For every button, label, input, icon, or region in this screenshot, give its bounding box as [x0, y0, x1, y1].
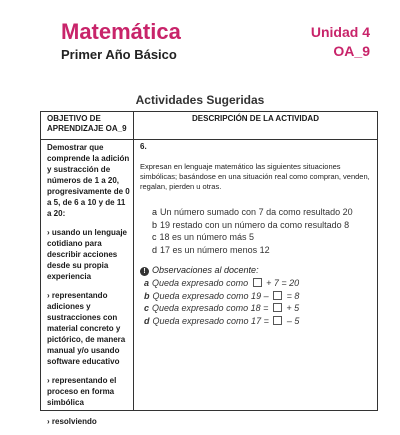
- item-letter: c: [152, 232, 157, 242]
- activity-number: 6.: [140, 142, 147, 151]
- objective-bullet: › resolviendo: [47, 417, 97, 426]
- objective-cell: [47, 142, 131, 435]
- item-text: 18 es un número más 5: [159, 232, 255, 242]
- obs-pre: Queda expresado como: [152, 278, 251, 288]
- activity-item: [152, 231, 375, 244]
- blank-box: [273, 316, 282, 325]
- column-divider: [133, 112, 134, 410]
- blank-box: [273, 291, 282, 300]
- col2-header: DESCRIPCIÓN DE LA ACTIVIDAD: [192, 114, 319, 123]
- obs-letter: c: [144, 303, 150, 313]
- item-text: 17 es un número menos 12: [160, 244, 270, 255]
- col1-header: OBJETIVO DE APRENDIZAJE OA_9: [47, 114, 127, 133]
- item-text: 19 restado con un número da como resultado 8: [160, 219, 350, 230]
- obs-letter: b: [144, 290, 150, 301]
- obs-pre: Queda expresado como 17 =: [152, 315, 272, 326]
- item-letter: d: [152, 244, 158, 255]
- blank-box: [253, 278, 262, 287]
- oa-label: OA_9: [333, 43, 370, 59]
- obs-letter: d: [144, 315, 150, 326]
- activity-items: [140, 206, 375, 256]
- item-letter: a: [152, 207, 158, 217]
- observation-item: [144, 290, 375, 303]
- grade-label: Primer Año Básico: [61, 47, 177, 62]
- observations-list: [140, 277, 375, 327]
- activity-table: [40, 111, 378, 426]
- obs-pre: Queda expresado como 19 –: [152, 290, 272, 301]
- observation-item: [144, 315, 375, 328]
- activity-description: Expresan en lenguaje matemático las siguientes situaciones simbólicas; basándose en una situación real como compran, venden, regalan, pierden u otras.: [140, 162, 370, 191]
- obs-post: + 7 = 20: [263, 278, 300, 288]
- obs-post: – 5: [284, 315, 300, 326]
- subject-title: Matemática: [61, 19, 181, 44]
- observations-title-text: Observaciones al docente:: [152, 265, 259, 275]
- activity-item: [152, 219, 375, 232]
- section-title: Actividades Sugeridas: [135, 93, 265, 107]
- activity-item: [152, 206, 375, 219]
- obs-pre: Queda expresado como 18 =: [152, 303, 271, 313]
- observation-item: [144, 277, 375, 290]
- objective-bullet: › representando el proceso en forma simbólica: [47, 376, 117, 407]
- item-text: Un número sumado con 7 da como resultado 20: [160, 207, 353, 217]
- header-row-divider: [41, 139, 377, 140]
- obs-post: + 5: [283, 303, 300, 313]
- objective-main: Demostrar que comprende la adición y sustracción de números de 1 a 20, progresivamente de 0 a 5, de 6 a 10 y de 11 a 20:: [47, 143, 130, 218]
- info-icon: !: [140, 267, 149, 276]
- item-letter: b: [152, 219, 158, 230]
- header-right: [311, 24, 370, 60]
- header-left: [61, 20, 181, 62]
- objective-bullet: › usando un lenguaje cotidiano para describir acciones desde su propia experiencia: [47, 228, 128, 281]
- observations-title: [140, 264, 375, 276]
- unit-label: Unidad 4: [310, 24, 370, 40]
- activity-item: [152, 244, 375, 257]
- objective-bullet: › representando adiciones y sustracciones con material concreto y pictórico, de manera manual y/o usando software educativo: [47, 291, 126, 366]
- obs-post: = 8: [284, 290, 300, 301]
- obs-letter: a: [144, 278, 150, 288]
- blank-box: [273, 303, 282, 312]
- activity-cell: [140, 142, 375, 327]
- observation-item: [144, 302, 375, 315]
